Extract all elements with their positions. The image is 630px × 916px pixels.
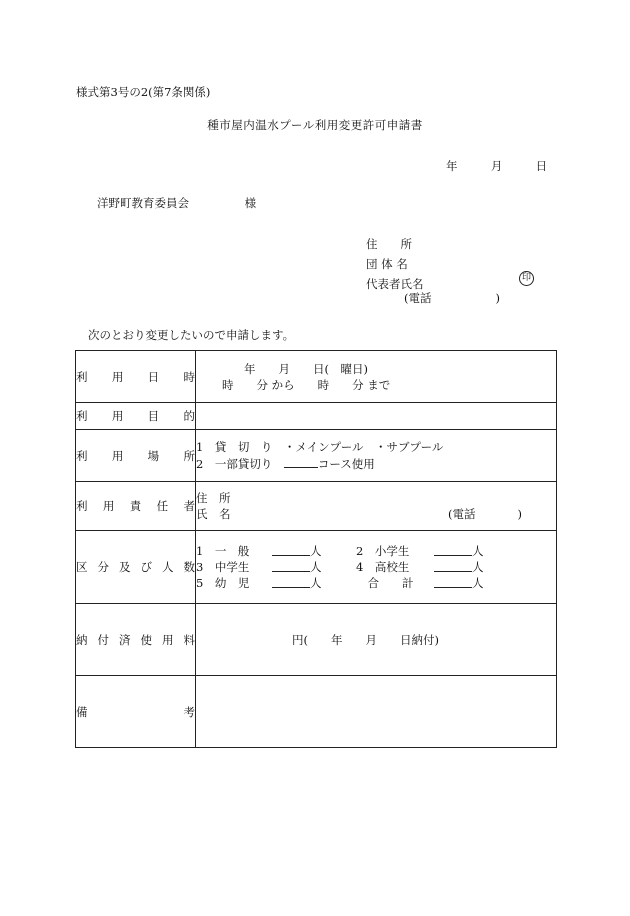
label-char: 考 xyxy=(183,704,195,719)
place-line2-post: コース使用 xyxy=(317,457,375,471)
label-char: 時 xyxy=(183,369,195,384)
date-line xyxy=(446,158,547,174)
addressee-honorific: 様 xyxy=(244,196,257,210)
label-char: 任 xyxy=(156,499,169,513)
date-day: 日 xyxy=(535,159,548,173)
responsible-phone-open: (電話 xyxy=(448,507,476,521)
label-char: 付 xyxy=(97,632,109,647)
applicant-phone xyxy=(404,290,500,306)
applicant-phone-close: ) xyxy=(495,291,500,305)
label-char: 用 xyxy=(102,499,115,513)
label-char: 使 xyxy=(140,632,152,647)
label-char: 者 xyxy=(183,499,195,513)
label-datetime xyxy=(76,351,196,403)
row-counts xyxy=(76,531,557,604)
applicant-phone-open: (電話 xyxy=(404,291,432,305)
count-junior-high-label: 3 中学生 xyxy=(196,560,250,574)
label-counts xyxy=(76,531,196,604)
label-char: 目 xyxy=(147,409,160,423)
count-general-blank[interactable] xyxy=(272,543,310,556)
label-char: 利 xyxy=(76,409,88,423)
count-unit: 人 xyxy=(310,544,322,558)
application-table xyxy=(75,350,557,748)
count-unit: 人 xyxy=(472,560,484,574)
label-char: び xyxy=(140,560,152,574)
label-char: 利 xyxy=(76,448,88,463)
count-unit: 人 xyxy=(472,544,484,558)
responsible-name: 氏 名 xyxy=(196,507,231,521)
counts-field[interactable] xyxy=(196,531,557,604)
row-remarks xyxy=(76,676,557,748)
remarks-field[interactable] xyxy=(196,676,557,748)
date-year: 年 xyxy=(446,159,458,173)
label-char: 分 xyxy=(97,560,109,574)
place-line2-pre: 2 一部貸切り xyxy=(196,457,284,471)
label-char: 所 xyxy=(183,448,195,463)
document-title: 種市屋内温水プール利用変更許可申請書 xyxy=(207,118,423,132)
count-high-school-label: 4 高校生 xyxy=(356,560,410,574)
counts-row xyxy=(196,543,556,559)
label-char: 日 xyxy=(147,369,160,384)
fee-text: 円( 年 月 日納付) xyxy=(292,632,439,647)
row-place xyxy=(76,430,557,482)
place-line1: 1 貸 切 り ・メインプール ・サブプール xyxy=(196,440,444,454)
addressee xyxy=(97,195,256,211)
label-char: 責 xyxy=(129,499,142,513)
label-responsible xyxy=(76,482,196,531)
label-char: 数 xyxy=(183,560,195,574)
count-junior-high-blank[interactable] xyxy=(272,559,310,572)
responsible-name-row xyxy=(196,506,556,522)
label-char: 区 xyxy=(76,560,88,574)
count-elementary-label: 2 小学生 xyxy=(356,544,410,558)
label-char: 済 xyxy=(119,632,131,647)
row-fee xyxy=(76,604,557,676)
label-char: 利 xyxy=(76,499,88,513)
label-char: 用 xyxy=(111,369,124,384)
fee-field[interactable] xyxy=(196,604,557,676)
row-responsible xyxy=(76,482,557,531)
addressee-name: 洋野町教育委員会 xyxy=(97,196,189,210)
label-char: 場 xyxy=(147,448,160,463)
label-char: 人 xyxy=(162,560,174,574)
applicant-group-label: 団 体 名 xyxy=(366,257,408,271)
row-datetime xyxy=(76,351,557,403)
intro-text: 次のとおり変更したいので申請します。 xyxy=(88,328,295,342)
count-total-label: 合 計 xyxy=(356,576,414,590)
counts-row xyxy=(196,559,556,575)
label-char: 備 xyxy=(76,704,88,719)
count-high-school-blank[interactable] xyxy=(434,559,472,572)
datetime-line1: 年 月 日( 曜日) xyxy=(244,361,368,376)
date-month: 月 xyxy=(490,159,503,173)
count-infant-blank[interactable] xyxy=(272,575,310,588)
count-total-blank[interactable] xyxy=(434,575,472,588)
applicant-representative-label: 代表者氏名 xyxy=(366,277,424,291)
responsible-phone-close: ) xyxy=(517,507,522,521)
counts-row xyxy=(196,575,556,591)
row-purpose xyxy=(76,403,557,430)
label-remarks xyxy=(76,676,196,748)
seal-icon: 印 xyxy=(519,271,534,286)
count-unit: 人 xyxy=(310,576,322,590)
course-blank[interactable] xyxy=(284,455,318,468)
count-unit: 人 xyxy=(310,560,322,574)
place-field[interactable] xyxy=(196,430,557,482)
applicant-block xyxy=(366,234,424,294)
datetime-line2: 時 分 から 時 分 まで xyxy=(222,377,391,392)
applicant-address-label: 住 所 xyxy=(366,237,412,251)
label-char: 料 xyxy=(183,632,195,647)
label-char: 利 xyxy=(76,369,88,384)
label-char: 用 xyxy=(111,448,124,463)
label-char: 及 xyxy=(119,560,131,574)
label-char: 的 xyxy=(183,409,195,423)
count-unit: 人 xyxy=(472,576,484,590)
responsible-field[interactable] xyxy=(196,482,557,531)
label-char: 用 xyxy=(111,409,124,423)
count-elementary-blank[interactable] xyxy=(434,543,472,556)
label-char: 納 xyxy=(76,632,88,647)
label-purpose xyxy=(76,403,196,430)
responsible-address: 住 所 xyxy=(196,491,231,505)
datetime-field[interactable] xyxy=(196,351,557,403)
count-general-label: 1 一 般 xyxy=(196,544,250,558)
count-infant-label: 5 幼 児 xyxy=(196,576,250,590)
form-number: 様式第3号の2(第7条関係) xyxy=(76,85,211,99)
label-place xyxy=(76,430,196,482)
label-char: 用 xyxy=(162,632,174,647)
responsible-phone xyxy=(448,506,522,522)
label-fee xyxy=(76,604,196,676)
purpose-field[interactable] xyxy=(196,403,557,430)
place-line2 xyxy=(196,455,556,472)
